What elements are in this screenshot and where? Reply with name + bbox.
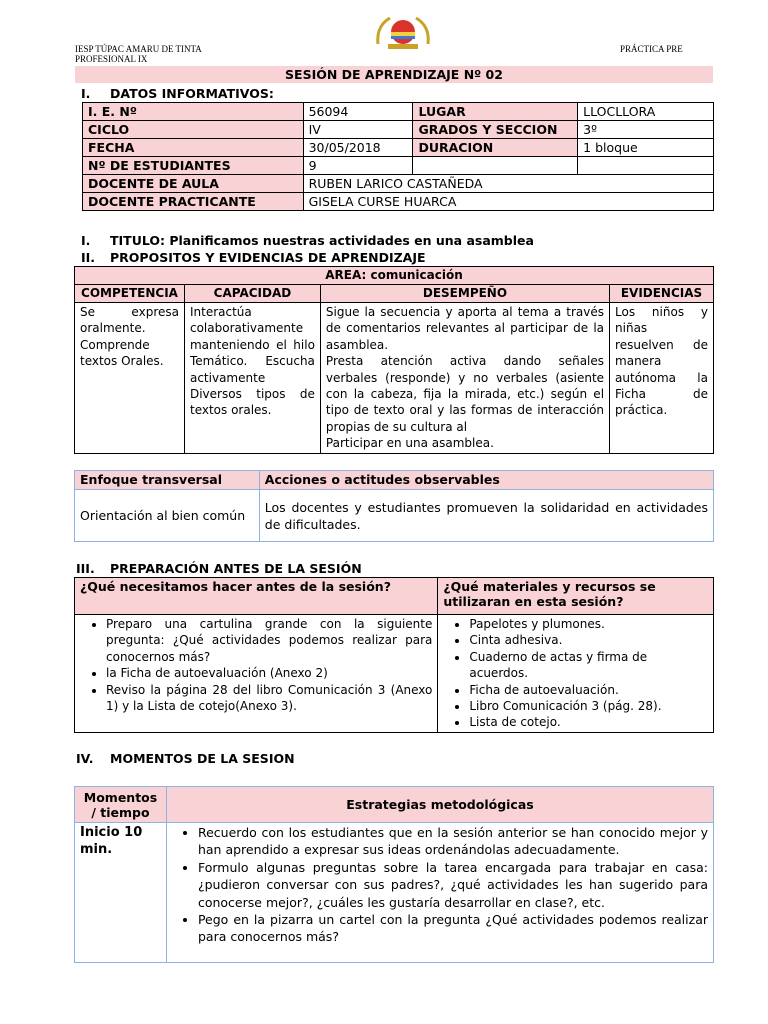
grados-label: GRADOS Y SECCION <box>413 121 578 139</box>
ie-value: 56094 <box>303 103 413 121</box>
momentos-heading: MOMENTOS DE LA SESION <box>110 751 295 766</box>
datos-heading: DATOS INFORMATIVOS: <box>110 86 274 101</box>
enfoque-header: Enfoque transversal <box>75 471 260 490</box>
material-item: • Libro Comunicación 3 (pág. 28). <box>469 698 708 714</box>
estudiantes-value: 9 <box>303 157 413 175</box>
estrategias-header: Estrategias metodológicas <box>166 787 713 823</box>
lugar-label: LUGAR <box>413 103 578 121</box>
acciones-value: Los docentes y estudiantes promueven la solidaridad en actividades de dificultades. <box>259 490 713 542</box>
material-item: • Papelotes y plumones. <box>469 616 708 632</box>
inicio-cell <box>166 823 713 963</box>
capacidad-header: CAPACIDAD <box>184 285 320 303</box>
antes-item: • Reviso la página 28 del libro Comunicación 3 (Anexo 1) y la Lista de cotejo(Anexo 3). <box>106 682 432 715</box>
titulo-text: TITULO: Planificamos nuestras actividades en una asamblea <box>110 233 534 248</box>
grados-value: 3º <box>578 121 714 139</box>
antes-list <box>80 616 432 714</box>
docente-aula-value: RUBEN LARICO CASTAÑEDA <box>303 175 713 193</box>
docente-practicante-value: GISELA CURSE HUARCA <box>303 193 713 211</box>
materiales-header: ¿Qué materiales y recursos se utilizaran en esta sesión? <box>438 578 714 615</box>
enfoque-table <box>74 470 714 542</box>
inicio-list <box>172 824 708 946</box>
ciclo-label: CICLO <box>83 121 304 139</box>
fecha-value: 30/05/2018 <box>303 139 413 157</box>
desempeno-line: Sigue la secuencia y aporta al tema a través de comentarios relevantes al participar de la asamblea. <box>325 305 605 352</box>
material-item: • Cuaderno de actas y firma de acuerdos. <box>469 649 708 682</box>
material-item: • Cinta adhesiva. <box>469 632 708 648</box>
propositos-number: II. <box>81 250 96 265</box>
desempeno-line: Presta atención activa dando señales verbales (responde) y no verbales (asiente con la cabeza, fija la mirada, etc.) según el tipo de texto oral y las formas de interacción propias de su cultura al <box>325 354 605 434</box>
materiales-cell <box>438 615 714 733</box>
datos-heading-number: I. <box>81 86 91 101</box>
duracion-label: DURACION <box>413 139 578 157</box>
antes-cell <box>75 615 438 733</box>
acciones-header: Acciones o actitudes observables <box>259 471 713 490</box>
momentos-table <box>74 786 714 963</box>
momentos-number: IV. <box>76 751 94 766</box>
lugar-value: LLOCLLORA <box>578 103 714 121</box>
inicio-strategy-item: • Recuerdo con los estudiantes que en la sesión anterior se han conocido mejor y han aprendido a expresar sus ideas ordenándolas adecuadamente. <box>198 824 708 859</box>
preparacion-heading: PREPARACIÓN ANTES DE LA SESIÓN <box>110 561 362 576</box>
estudiantes-label: Nº DE ESTUDIANTES <box>83 157 304 175</box>
institution-logo <box>372 14 434 56</box>
propositos-table <box>74 266 714 454</box>
momentos-header: Momentos / tiempo <box>75 787 167 823</box>
propositos-heading: PROPOSITOS Y EVIDENCIAS DE APRENDIZAJE <box>110 250 426 265</box>
capacidad-cell: Interactúa colaborativamente manteniendo el hilo Temático. Escucha activamente Diversos tipos de textos orales. <box>184 303 320 454</box>
desempeno-line: Participar en una asamblea. <box>325 436 494 451</box>
datos-table <box>82 102 714 211</box>
competencia-header: COMPETENCIA <box>75 285 185 303</box>
antes-header: ¿Qué necesitamos hacer antes de la sesión? <box>75 578 438 615</box>
inicio-strategy-item: • Pego en la pizarra un cartel con la pregunta ¿Qué actividades podemos realizar para conocernos más? <box>198 911 708 946</box>
antes-item: • la Ficha de autoevaluación (Anexo 2) <box>106 665 432 681</box>
titulo-number: I. <box>81 233 91 248</box>
materiales-list <box>443 616 708 731</box>
ciclo-value: IV <box>303 121 413 139</box>
preparacion-table <box>74 577 714 733</box>
ie-label: I. E. Nº <box>83 103 304 121</box>
material-item: • Lista de cotejo. <box>469 714 708 730</box>
area-header: AREA: comunicación <box>75 267 714 285</box>
competencia-cell: Se expresa oralmente. Comprende textos Orales. <box>75 303 185 454</box>
desempeno-header: DESEMPEÑO <box>320 285 609 303</box>
empty-cell <box>413 157 578 175</box>
docente-aula-label: DOCENTE DE AULA <box>83 175 304 193</box>
duracion-value: 1 bloque <box>578 139 714 157</box>
docente-practicante-label: DOCENTE PRACTICANTE <box>83 193 304 211</box>
antes-item: • Preparo una cartulina grande con la siguiente pregunta: ¿Qué actividades podemos realizar para conocernos más? <box>106 616 432 665</box>
inicio-strategy-item: • Formulo algunas preguntas sobre la tarea encargada para trabajar en casa: ¿pudieron conversar con sus padres?, ¿qué actividades les han sugerido para conocerse mejor?, ¿cuáles les gustaría desarrollar en clase?, etc. <box>198 859 708 911</box>
preparacion-number: III. <box>76 561 95 576</box>
institution-name: IESP TÚPAC AMARU DE TINTA PROFESIONAL IX <box>75 44 202 64</box>
material-item: • Ficha de autoevaluación. <box>469 682 708 698</box>
evidencias-cell: Los niños y niñas resuelven de manera autónoma la Ficha de práctica. <box>610 303 714 454</box>
fecha-label: FECHA <box>83 139 304 157</box>
desempeno-cell <box>320 303 609 454</box>
evidencias-header: EVIDENCIAS <box>610 285 714 303</box>
session-title: SESIÓN DE APRENDIZAJE Nº 02 <box>75 66 713 83</box>
enfoque-value: Orientación al bien común <box>75 490 260 542</box>
empty-cell <box>578 157 714 175</box>
inicio-label: Inicio 10 min. <box>75 823 167 963</box>
header-right: PRÁCTICA PRE <box>620 44 683 54</box>
